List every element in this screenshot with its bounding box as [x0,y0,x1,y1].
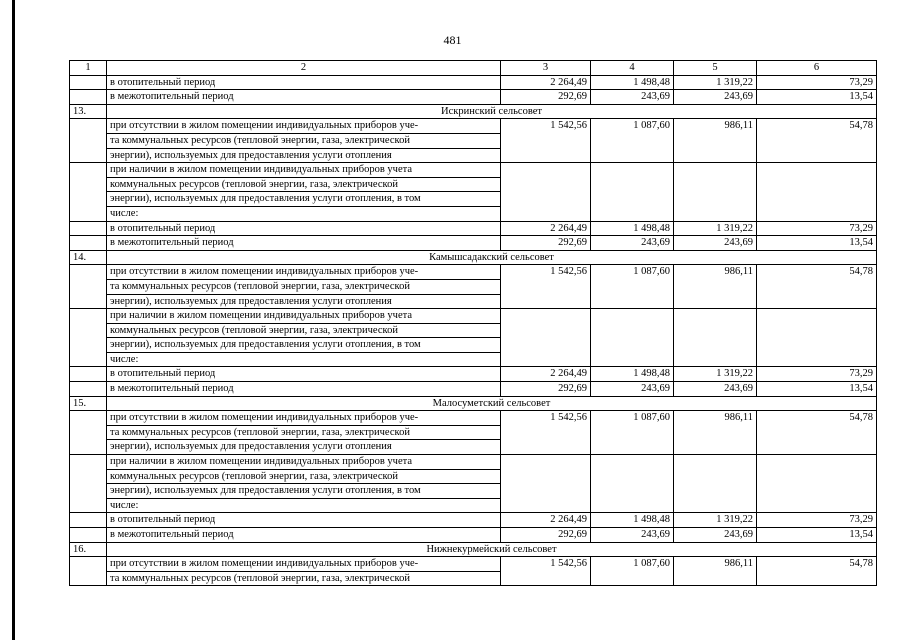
value-cell: 13,54 [757,236,877,251]
value-cell: 1 498,48 [591,513,674,528]
value-cell [757,163,877,221]
value-cell [674,455,757,513]
value-cell: 13,54 [757,528,877,543]
section-number: 16. [70,542,107,557]
table-body [70,61,877,586]
value-cell: 986,11 [674,119,757,163]
row-label: при отсутствии в жилом помещении индивидуальных приборов уче- [107,119,501,134]
value-cell [501,309,591,367]
row-label: энергии), используемых для предоставления услуги отопления [107,148,501,163]
column-header: 4 [591,61,674,76]
section-number: 14. [70,250,107,265]
page-number: 481 [443,33,462,47]
value-cell: 13,54 [757,382,877,397]
table-row [70,382,877,397]
value-cell: 243,69 [674,236,757,251]
section-title: Нижнекурмейский сельсовет [107,542,877,557]
value-cell: 54,78 [757,265,877,309]
row-label: при отсутствии в жилом помещении индивидуальных приборов уче- [107,411,501,426]
table-row [70,265,877,280]
value-cell: 986,11 [674,411,757,455]
value-cell: 243,69 [674,382,757,397]
row-number-cell [70,90,107,105]
row-number-cell [70,75,107,90]
column-header: 3 [501,61,591,76]
value-cell: 73,29 [757,367,877,382]
value-cell: 2 264,49 [501,75,591,90]
row-label: та коммунальных ресурсов (тепловой энергии, газа, электрической [107,279,501,294]
table-row [70,309,877,324]
value-cell: 1 319,22 [674,75,757,90]
row-label: коммунальных ресурсов (тепловой энергии, газа, электрической [107,469,501,484]
value-cell: 292,69 [501,90,591,105]
section-title: Малосуметский сельсовет [107,396,877,411]
value-cell: 243,69 [591,90,674,105]
row-number-cell [70,221,107,236]
row-label: энергии), используемых для предоставления услуги отопления, в том [107,192,501,207]
row-label: коммунальных ресурсов (тепловой энергии, газа, электрической [107,323,501,338]
column-header: 5 [674,61,757,76]
value-cell: 2 264,49 [501,221,591,236]
value-cell: 1 498,48 [591,367,674,382]
column-header: 6 [757,61,877,76]
row-label: в межотопительный период [107,236,501,251]
value-cell: 2 264,49 [501,367,591,382]
table-row [70,221,877,236]
row-number-cell [70,528,107,543]
value-cell: 986,11 [674,265,757,309]
section-number: 15. [70,396,107,411]
row-label: числе: [107,498,501,513]
section-row [70,104,877,119]
table-row [70,367,877,382]
value-cell: 292,69 [501,236,591,251]
row-label: та коммунальных ресурсов (тепловой энергии, газа, электрической [107,425,501,440]
value-cell [501,163,591,221]
table-row [70,455,877,470]
value-cell [674,163,757,221]
row-label: в отопительный период [107,75,501,90]
table-row [70,513,877,528]
section-title: Искринский сельсовет [107,104,877,119]
value-cell: 54,78 [757,411,877,455]
value-cell: 1 087,60 [591,265,674,309]
value-cell: 243,69 [674,528,757,543]
section-title: Камышсадакский сельсовет [107,250,877,265]
table-row [70,75,877,90]
table-header-row [70,61,877,76]
value-cell: 1 542,56 [501,557,591,586]
value-cell [674,309,757,367]
row-number-cell [70,265,107,309]
row-number-cell [70,513,107,528]
value-cell: 1 498,48 [591,75,674,90]
table-row [70,528,877,543]
table-row [70,236,877,251]
table-row [70,119,877,134]
value-cell: 54,78 [757,557,877,586]
value-cell [591,309,674,367]
value-cell: 73,29 [757,221,877,236]
value-cell: 243,69 [591,382,674,397]
row-label: в межотопительный период [107,528,501,543]
row-label: в отопительный период [107,513,501,528]
value-cell: 243,69 [591,236,674,251]
value-cell [757,455,877,513]
row-label: при наличии в жилом помещении индивидуальных приборов учета [107,455,501,470]
scan-edge-line [12,0,15,640]
value-cell [757,309,877,367]
row-number-cell [70,411,107,455]
value-cell: 1 319,22 [674,367,757,382]
table-row [70,163,877,178]
value-cell: 54,78 [757,119,877,163]
value-cell: 13,54 [757,90,877,105]
value-cell: 1 087,60 [591,119,674,163]
value-cell: 243,69 [591,528,674,543]
value-cell: 243,69 [674,90,757,105]
value-cell: 1 087,60 [591,411,674,455]
row-label: энергии), используемых для предоставления услуги отопления [107,294,501,309]
row-number-cell [70,455,107,513]
value-cell [591,163,674,221]
row-label: числе: [107,352,501,367]
value-cell: 73,29 [757,75,877,90]
column-header: 1 [70,61,107,76]
value-cell [501,455,591,513]
table-row [70,557,877,572]
tariff-table [69,60,877,586]
value-cell: 1 087,60 [591,557,674,586]
table-row [70,411,877,426]
row-label: при наличии в жилом помещении индивидуальных приборов учета [107,163,501,178]
row-label: энергии), используемых для предоставления услуги отопления [107,440,501,455]
row-label: в отопительный период [107,221,501,236]
value-cell: 1 319,22 [674,221,757,236]
section-number: 13. [70,104,107,119]
row-label: числе: [107,206,501,221]
row-label: при отсутствии в жилом помещении индивидуальных приборов уче- [107,557,501,572]
row-label: энергии), используемых для предоставления услуги отопления, в том [107,484,501,499]
row-number-cell [70,119,107,163]
row-number-cell [70,367,107,382]
section-row [70,250,877,265]
row-label: та коммунальных ресурсов (тепловой энергии, газа, электрической [107,571,501,586]
row-label: в отопительный период [107,367,501,382]
row-label: в межотопительный период [107,90,501,105]
row-label: при наличии в жилом помещении индивидуальных приборов учета [107,309,501,324]
section-row [70,542,877,557]
value-cell: 1 542,56 [501,411,591,455]
row-number-cell [70,163,107,221]
row-label: в межотопительный период [107,382,501,397]
value-cell: 73,29 [757,513,877,528]
column-header: 2 [107,61,501,76]
row-label: энергии), используемых для предоставления услуги отопления, в том [107,338,501,353]
row-number-cell [70,382,107,397]
value-cell: 292,69 [501,528,591,543]
row-number-cell [70,236,107,251]
row-number-cell [70,309,107,367]
row-number-cell [70,557,107,586]
value-cell: 1 542,56 [501,119,591,163]
value-cell: 986,11 [674,557,757,586]
value-cell: 292,69 [501,382,591,397]
table-row [70,90,877,105]
row-label: та коммунальных ресурсов (тепловой энергии, газа, электрической [107,133,501,148]
section-row [70,396,877,411]
value-cell: 1 319,22 [674,513,757,528]
value-cell: 1 498,48 [591,221,674,236]
value-cell [591,455,674,513]
value-cell: 1 542,56 [501,265,591,309]
value-cell: 2 264,49 [501,513,591,528]
row-label: коммунальных ресурсов (тепловой энергии, газа, электрической [107,177,501,192]
row-label: при отсутствии в жилом помещении индивидуальных приборов уче- [107,265,501,280]
